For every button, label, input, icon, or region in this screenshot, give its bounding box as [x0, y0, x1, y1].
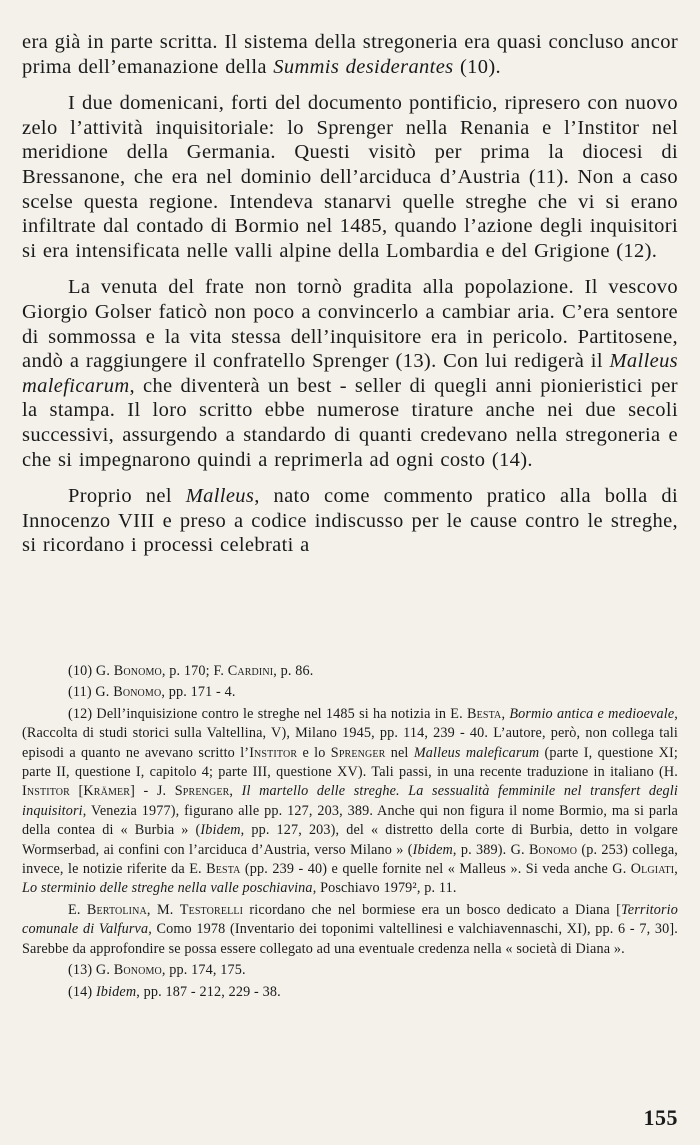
footnote	[68, 983, 678, 1002]
author-name: Sprenger	[330, 744, 386, 761]
text-run: La venuta del frate non tornò gradita alla popolazione. Il vescovo Giorgio Golser faticò non poco a convincerlo a cambiar aria. C’era sentore di sommossa e la vita stessa dell’inquisitore era in pericolo. Partitosene, andò a raggiungere il confratello Sprenger (13). Con lui redigerà il	[22, 276, 678, 373]
footnote	[68, 662, 678, 681]
footnotes	[22, 662, 678, 1002]
text-run: , che diventerà un best - seller di quegli anni pionieristici per la stampa. Il loro scritto ebbe numerose tirature anche nei due secoli successivi, assurgendo a standardo di quanti credevano nella stregoneria e che si impegnarono quindi a reprimerla ad ogni costo (14).	[22, 374, 678, 471]
italic-text: Lo sterminio delle streghe nella valle poschiavina	[22, 880, 313, 897]
text-run: , Poschiavo 1979², p. 11.	[312, 880, 457, 897]
author-name: Olgiati	[630, 861, 675, 878]
text-run: (13) G.	[68, 962, 114, 979]
text-run: (p. 253) collega, invece, le notizie riferite da E.	[22, 841, 678, 878]
author-name: Bonomo	[113, 663, 162, 679]
author-name: Testorelli	[179, 901, 244, 918]
page-number: 155	[643, 1105, 678, 1130]
body-paragraph	[22, 91, 678, 263]
text-run: ,	[674, 861, 678, 878]
text-run: , pp. 187 - 212, 229 - 38.	[136, 983, 281, 1000]
body-paragraph	[22, 484, 678, 558]
italic-text: Summis desiderantes	[273, 55, 454, 78]
text-run: (pp. 239 - 40) e quelle fornite nel « Malleus ». Si veda anche G.	[240, 861, 631, 878]
body-paragraph	[22, 275, 678, 472]
book-page	[22, 30, 679, 1000]
text-run: , M.	[146, 901, 180, 918]
text-run: , (Raccolta di studi storici sulla Valtellina, V), Milano 1945, pp. 114, 239 - 40. L’autore, però, non collega tali episodi a quanto ne avevano scritto l’	[22, 705, 678, 761]
text-run: E.	[68, 901, 87, 918]
italic-text: Malleus maleficarum	[413, 744, 540, 761]
text-run: , nato come commento pratico alla bolla di Innocenzo VIII e preso a codice indiscusso per le cause contro le streghe, si ricordano i processi celebrati a	[22, 485, 678, 557]
text-run: ricordano che nel bormiese era un bosco dedicato a Diana [	[243, 901, 622, 918]
text-run: , p. 86.	[273, 663, 314, 679]
footnote	[68, 961, 678, 980]
author-name: Bertolina	[86, 901, 147, 918]
italic-text: Malleus maleficarum	[22, 350, 678, 397]
author-name: Bonomo	[113, 684, 162, 701]
author-name: Besta	[206, 861, 241, 878]
italic-text: Territorio comunale di Valfurva	[22, 901, 679, 938]
text-run: , Como 1978 (Inventario dei toponimi valtellinesi e valchiavennaschi, XI), pp. 6 - 7, 30]. Sarebbe da approfondire se possa essere collegato ad una eventuale credenza nella « società di Diana ».	[22, 921, 678, 957]
text-run: ,	[501, 705, 510, 722]
italic-text: Malleus	[185, 485, 255, 508]
text-run: (parte I, questione XI; parte II, questione I, capitolo 4; parte III, questione XV). Tali passi, in una recente traduzione in italiano (H.	[22, 744, 678, 781]
text-run: ] - J.	[130, 783, 175, 800]
footnote	[68, 683, 678, 702]
author-name: Bonomo	[113, 962, 162, 979]
main-text	[22, 30, 678, 558]
author-name: Krämer	[83, 783, 131, 800]
author-name: Institor	[249, 744, 298, 761]
italic-text: Ibidem	[412, 841, 453, 858]
footnote	[22, 705, 678, 899]
text-run: ,	[229, 783, 242, 800]
text-run: nel	[385, 744, 414, 761]
footnote	[22, 901, 678, 959]
text-run: era già in parte scritta. Il sistema della stregoneria era quasi concluso ancor prima dell’emanazione della	[22, 31, 678, 78]
text-run: (10) G.	[68, 663, 114, 679]
body-paragraph	[22, 30, 678, 79]
text-run: , pp. 171 - 4.	[161, 684, 236, 701]
text-run: (10).	[453, 55, 501, 78]
text-run: (11) G.	[68, 684, 114, 701]
text-run: e lo	[297, 744, 331, 761]
author-name: Cardini	[227, 663, 274, 679]
italic-text: Ibidem	[95, 983, 137, 1000]
text-run: (14)	[68, 983, 96, 1000]
author-name: Sprenger	[174, 783, 230, 800]
text-run: , pp. 174, 175.	[161, 962, 246, 979]
text-run: , Venezia 1977), figurano alle pp. 127, 203, 389. Anche qui non figura il nome Bormio, ma si parla della contea di « Burbia » (	[22, 802, 678, 839]
text-run: (12) Dell’inquisizione contro le streghe nel 1485 si ha notizia in E.	[68, 705, 468, 722]
italic-text: Il martello delle streghe. La sessualità femminile nel transfert degli inquisitori	[22, 783, 678, 819]
text-run: , p. 170; F.	[161, 663, 228, 679]
text-run: [	[69, 783, 84, 800]
text-run: Proprio nel	[68, 485, 186, 508]
italic-text: Bormio antica e medioevale	[509, 705, 675, 722]
italic-text: Ibidem	[200, 822, 241, 839]
text-run: I due domenicani, forti del documento pontificio, ripresero con nuovo zelo l’attività inquisitoriale: lo Sprenger nella Renania e l’Institor nel meridione della Germania. Questi visitò per prima la diocesi di Bressanone, che era nel dominio dell’arciduca d’Austria (11). Non a caso scelse questa regione. Intendeva stanarvi quelle streghe che vi si erano infiltrate dal contado di Bormio nel 1485, quando l’azione degli inquisitori si era intensificata nelle valli alpine della Lombardia e del Grigione (12).	[22, 92, 678, 262]
author-name: Bonomo	[528, 841, 578, 858]
author-name: Besta	[467, 705, 502, 722]
text-run: , p. 389). G.	[452, 841, 529, 858]
text-run: , pp. 127, 203), del « distretto della corte di Burbia, detto in volgare Wormserbad, ai confini con l’arciduca d’Austria, verso Milano » (	[22, 822, 678, 858]
author-name: Institor	[22, 783, 70, 800]
